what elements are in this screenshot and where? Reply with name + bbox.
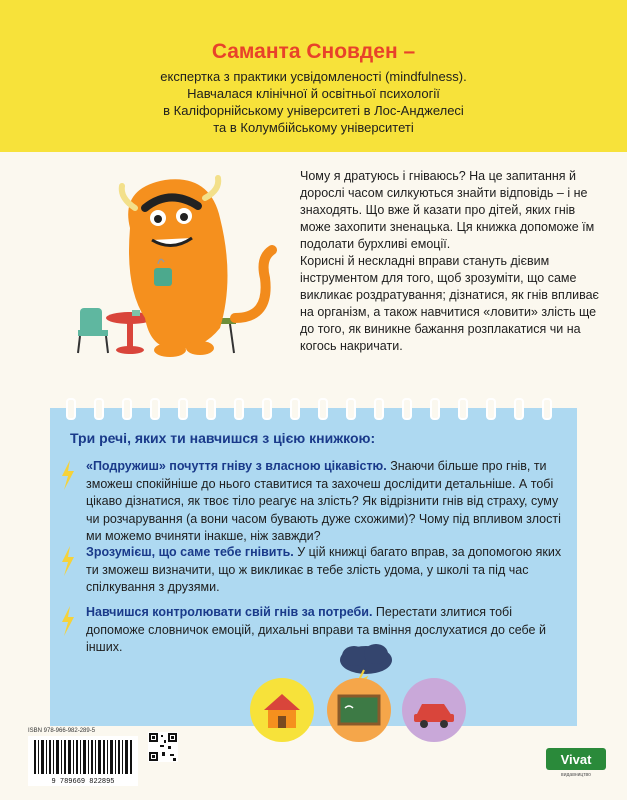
binder-ring — [486, 398, 496, 420]
bio-line: та в Колумбійському університеті — [213, 120, 414, 135]
friends-circle — [402, 678, 466, 742]
isbn-label: ISBN 978-966-982-289-5 — [28, 728, 96, 734]
learn-item-text: Знаючи більше про гнів, ти зможеш спокійніше до нього ставитися та захочеш дослідити детальніше. А тобі цікаво дізнатися, як твоє тіло реагує на злість? Як відрізнити гнів від страху, суму чи розчарування (а вони часом бувають дуже схожими)? Чому під впливом злості ми можемо вчиняти інакше, ніж завжди? — [86, 459, 561, 543]
school-circle — [327, 678, 391, 742]
learn-item-text: Перестати злитися тобі допоможе словничок емоцій, дихальні вправи та вміння дослухатися до себе й інших. — [86, 605, 546, 654]
bio-line: Навчалася клінічної й освітньої психології — [187, 86, 440, 101]
description-paragraph: Чому я дратуюсь і гніваюсь? На це запитання й дорослі часом силкуються знайти відповідь – і не знаходять. Що вже й казати про дітей, яких гнів може захопити зненацька. Ця книжка допоможе їм подолати бурхливі емоції. — [300, 169, 595, 251]
binder-ring — [374, 398, 384, 420]
home-circle — [250, 678, 314, 742]
publisher-name: Vivat — [560, 752, 592, 767]
binder-ring — [318, 398, 328, 420]
barcode-number: 9 789669 822895 — [51, 778, 115, 786]
lightning-icon — [60, 546, 76, 576]
learn-box-title: Три речі, яких ти навчишся з цією книжкою: — [70, 430, 376, 446]
binder-ring — [346, 398, 356, 420]
learn-item — [86, 544, 566, 597]
binder-ring — [430, 398, 440, 420]
learn-item-text: У цій книжці багато вправ, за допомогою яких ти зможеш визначити, що ж викликає в тебе злість удома, у школі та під час спілкування з друзями. — [86, 545, 562, 594]
description-paragraph: Корисні й нескладні вправи стануть дієвим інструментом для того, щоб зрозуміти, що саме викликає роздратування; дізнатися, як гнів впливає на організм, а також навчитися «ловити» злість ще до того, як виникне бажання розплакатися чи на когось накричати. — [300, 254, 599, 353]
binder-ring — [94, 398, 104, 420]
binder-ring — [122, 398, 132, 420]
bio-line: в Каліфорнійському університеті в Лос-Анджелесі — [163, 103, 464, 118]
binder-ring — [262, 398, 272, 420]
binder-ring — [178, 398, 188, 420]
binder-ring — [514, 398, 524, 420]
learn-item — [86, 604, 566, 657]
book-description — [300, 168, 600, 355]
binder-ring — [458, 398, 468, 420]
car-icon — [402, 678, 466, 742]
house-icon — [250, 678, 314, 742]
learn-item — [86, 458, 566, 546]
binder-ring — [234, 398, 244, 420]
barcode — [28, 736, 138, 786]
author-name: Саманта Сновден – — [211, 40, 416, 63]
lightning-icon — [60, 460, 76, 490]
binder-ring — [402, 398, 412, 420]
binder-ring — [150, 398, 160, 420]
bio-line: експертка з практики усвідомленості (mindfulness). — [160, 69, 467, 84]
binder-ring — [290, 398, 300, 420]
qr-code — [148, 732, 178, 762]
chalkboard-icon — [327, 678, 391, 742]
learn-item-heading: «Подружиш» почуття гніву з власною цікавістю. — [86, 459, 387, 473]
author-bio — [0, 68, 627, 136]
monster-illustration — [60, 168, 290, 368]
binder-ring — [66, 398, 76, 420]
lightning-icon — [60, 606, 76, 636]
learn-item-heading: Навчишся контролювати свій гнів за потреби. — [86, 605, 373, 619]
publisher-sub: видавництво — [561, 772, 591, 778]
publisher-logo — [546, 748, 606, 774]
learn-item-heading: Зрозумієш, що саме тебе гнівить. — [86, 545, 294, 559]
binder-ring — [206, 398, 216, 420]
binder-ring — [542, 398, 552, 420]
